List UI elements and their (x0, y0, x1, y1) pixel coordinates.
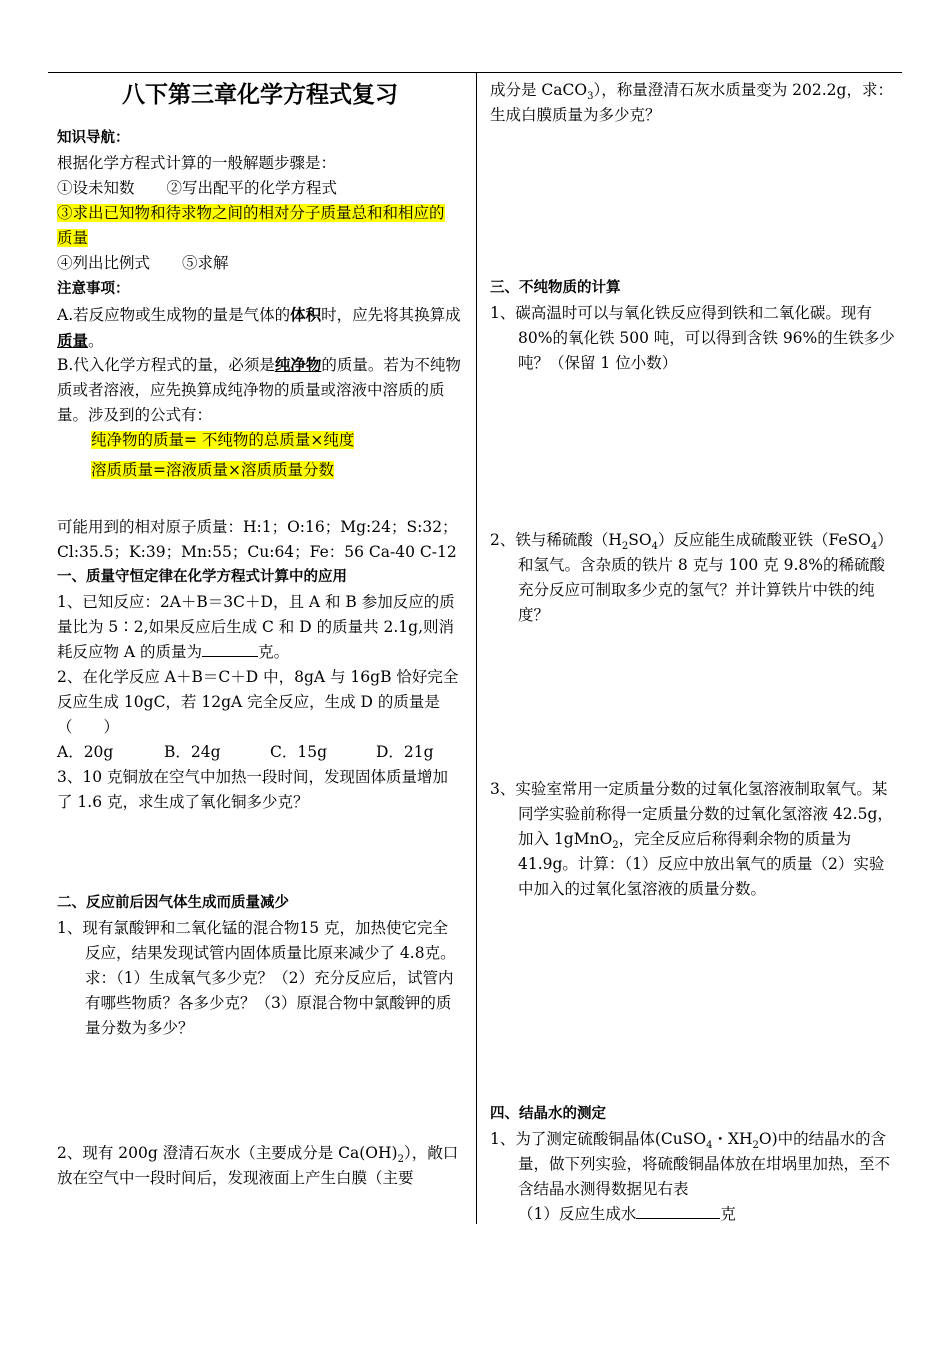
s2q2-subscript: 2 (397, 1154, 404, 1166)
s3q2-sub-2: 4 (651, 541, 658, 553)
step-1: ①设未知数 (57, 179, 135, 197)
s3q3-subscript: 2 (612, 840, 619, 852)
s4q1-answer-blank[interactable] (636, 1218, 720, 1219)
note-a-text-2: 时，应先将其换算成 (321, 306, 461, 324)
note-b-text-2: 的质量。若为不纯物质或者溶液，应先换算成纯净物的质量或溶液中溶质的质量。涉及到的公式有： (57, 356, 461, 424)
section-1-heading: 一、质量守恒定律在化学方程式计算中的应用 (57, 569, 347, 585)
atomic-masses: 可能用到的相对原子质量：H:1；O:16；Mg:24；S:32；Cl:35.5；K:39；Mn:55；Cu:64；Fe：56 Ca-40 C-12 (57, 518, 458, 561)
s2-question-2 (57, 1141, 463, 1191)
steps-line-1 (57, 176, 463, 201)
s3-question-2 (490, 528, 898, 628)
option-b: B．24g (164, 743, 221, 761)
s2-question-1: 1、现有氯酸钾和二氧化锰的混合物15 克，加热使它完全反应，结果发现试管内固体质量比原来减少了 4.8克。求：（1）生成氧气多少克？（2）充分反应后，试管内有哪些物质？各多少克？（3）原混合物中氯酸钾的质量分数为多少？ (57, 919, 456, 1037)
step-3: ③求出已知物和待求物之间的相对分子质量总和和相应的质量 (57, 204, 445, 247)
cont-text: 成分是 CaCO (490, 81, 588, 99)
column-divider (476, 72, 477, 1224)
steps-intro: 根据化学方程式计算的一般解题步骤是： (57, 154, 337, 172)
cont-subscript: 3 (587, 91, 594, 103)
step-2: ②写出配平的化学方程式 (166, 179, 338, 197)
s3-question-1: 1、碳高温时可以与氧化铁反应得到铁和二氧化碳。现有 80%的氧化铁 500 吨，可以得到含铁 96%的生铁多少吨？（保留 1 位小数） (490, 304, 895, 372)
option-c: C．15g (270, 743, 328, 761)
option-a: A．20g (57, 743, 114, 761)
s1q1-unit: 克。 (258, 643, 290, 661)
note-a (57, 302, 463, 354)
section-2-heading: 二、反应前后因气体生成而质量减少 (57, 895, 289, 911)
section-3-heading: 三、不纯物质的计算 (490, 280, 621, 296)
s1q1-text: 1、已知反应：2A＋B＝3C＋D，且 A 和 B 参加反应的质量比为 5∶2,如果反应后生成 C 和 D 的质量共 2.1g,则消耗反应物 A 的质量为 (57, 593, 455, 661)
steps-line-3 (57, 251, 463, 276)
section-4-heading: 四、结晶水的测定 (490, 1106, 606, 1122)
option-d: D．21g (376, 743, 434, 761)
s3q2-text-b: SO (628, 531, 652, 549)
formula-2: 溶质质量=溶液质量×溶质质量分数 (91, 461, 334, 479)
s1q1-answer-blank[interactable] (202, 656, 258, 657)
top-rule (48, 72, 902, 73)
cont-text-2: ），称量澄清石灰水质量变为 202.2g，求：生成白膜质量为多少克？ (490, 81, 893, 124)
step-3-block (57, 201, 459, 251)
note-b (57, 352, 463, 428)
formula-1: 纯净物的质量= 不纯物的总质量×纯度 (91, 431, 355, 449)
s3q2-text-a: 2、铁与稀硫酸（H (490, 531, 622, 549)
s3q2-sub-1: 2 (621, 541, 629, 553)
s3q2-text-c: ）反应能生成硫酸亚铁（FeSO (657, 531, 871, 549)
page-title: 八下第三章化学方程式复习 (122, 82, 398, 108)
s1-question-1 (57, 590, 463, 665)
s4q1-sub-1: 4 (706, 1140, 713, 1152)
step-5: ⑤求解 (182, 254, 229, 272)
s4-question-1-part-1 (518, 1202, 898, 1227)
s4q1-text-b: ・XH (712, 1130, 753, 1148)
s1-question-3: 3、10 克铜放在空气中加热一段时间，发现固体质量增加了 1.6 克，求生成了氧化铜多少克？ (57, 768, 449, 811)
note-b-text: B.代入化学方程式的量，必须是 (57, 356, 275, 374)
note-b-underline: 纯净物 (274, 355, 322, 374)
note-a-bold: 体积 (290, 305, 322, 324)
s2q2-text-2: ），敞口放在空气中一段时间后，发现液面上产生白膜（主要 (57, 1144, 459, 1187)
s3q3-text-b: ，完全反应后称得剩余物的质量为 41.9g。计算：（1）反应中放出氧气的质量（2）实验中加入的过氧化氢溶液的质量分数。 (518, 830, 885, 898)
s2-question-2-continued (490, 78, 898, 128)
s3q3-text-a: 3、实验室常用一定质量分数的过氧化氢溶液制取氧气。某同学实验前称得一定质量分数的过氧化氢溶液 42.5g，加入 1gMnO (490, 780, 893, 848)
s4q1-text-c: O)中的结晶水的含量，做下列实验，将硫酸铜晶体放在坩埚里加热，至不含结晶水测得数据见右表 (518, 1130, 891, 1198)
s4q1-text-a: 1、为了测定硫酸铜晶体(CuSO (490, 1130, 707, 1148)
note-a-underline: 质量 (57, 331, 89, 350)
step-4: ④列出比例式 (57, 254, 151, 272)
s4q1-part1-unit: 克 (720, 1205, 736, 1223)
formula-2-row (91, 458, 463, 483)
s3q2-text-d: ）和氢气。含杂质的铁片 8 克与 100 克 9.8%的稀硫酸充分反应可制取多少克的氢气？并计算铁片中铁的纯度？ (518, 531, 893, 624)
note-a-text-3: 。 (88, 332, 104, 350)
notes-heading: 注意事项： (57, 281, 130, 297)
s2q2-text: 2、现有 200g 澄清石灰水（主要成分是 Ca(OH) (57, 1144, 398, 1162)
s1-question-2: 2、在化学反应 A＋B＝C＋D 中，8gA 与 16gB 恰好完全反应生成 10gC，若 12gA 完全反应，生成 D 的质量是（ ） (57, 668, 459, 736)
note-a-text: A.若反应物或生成物的量是气体的 (57, 306, 291, 324)
nav-heading: 知识导航： (57, 130, 130, 146)
s1-question-2-options (57, 740, 463, 765)
s3-question-3 (490, 777, 898, 902)
s3q2-sub-3: 4 (870, 541, 878, 553)
s4q1-part1-text: （1）反应生成水 (518, 1205, 637, 1223)
s4-question-1 (490, 1127, 898, 1202)
formula-1-row (91, 428, 463, 453)
s4q1-sub-2: 2 (752, 1140, 759, 1152)
